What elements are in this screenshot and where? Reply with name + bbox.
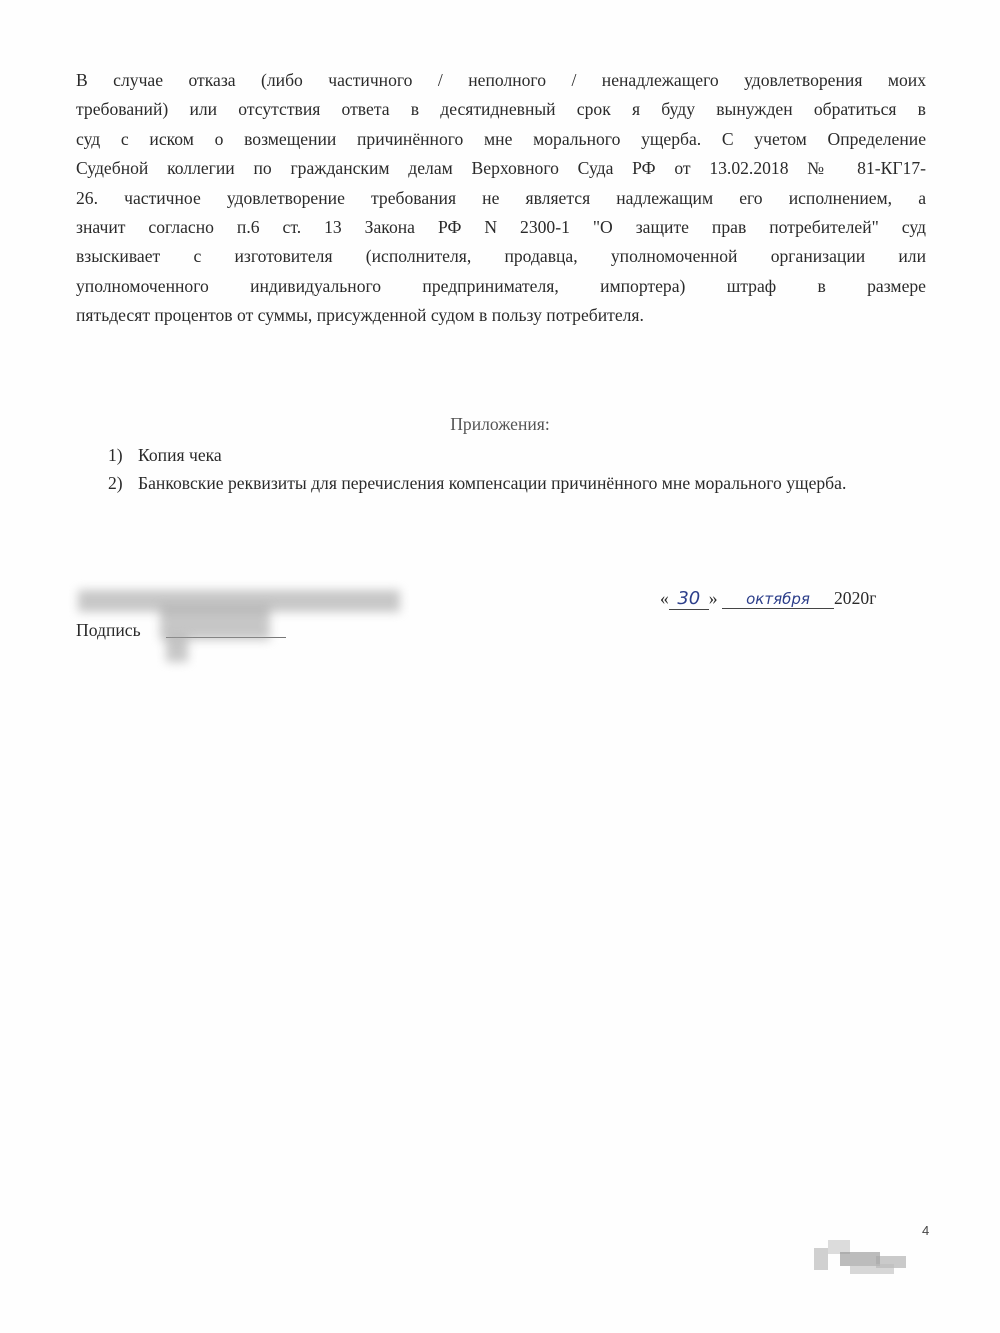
attachment-text: Копия чека [138, 445, 222, 465]
paragraph-line: взыскивает с изготовителя (исполнителя, продавца, уполномоченной организации или [76, 246, 926, 267]
attachment-number: 1) [108, 445, 123, 465]
paragraph-line: суд с иском о возмещении причинённого мне морального ущерба. С учетом Определение [76, 128, 926, 149]
redacted-signature [160, 606, 270, 640]
paragraph-line: уполномоченного индивидуального предпринимателя, импортера) штраф в размере [76, 275, 926, 296]
paragraph-line: требований) или отсутствия ответа в десятидневный срок я буду вынужден обратиться в [76, 99, 926, 120]
page-number: 4 [922, 1223, 930, 1238]
claim-paragraph [76, 66, 926, 331]
paragraph-line: Судебной коллегии по гражданским делам Верховного Суда РФ от 13.02.2018 № 81-КГ17- [76, 158, 926, 179]
attachments-title: Приложения: [450, 414, 550, 434]
redacted-signature-tail [166, 636, 188, 662]
date-month: октября [722, 590, 834, 609]
attachments-list [108, 441, 868, 497]
attachment-number: 2) [108, 473, 123, 493]
date-close-quote: » [708, 588, 718, 608]
paragraph-line: пятьдесят процентов от суммы, присужденной судом в пользу потребителя. [76, 305, 644, 326]
date-open-quote: « [660, 588, 669, 608]
date-day: 30 [669, 588, 709, 610]
redacted-stamp [810, 1234, 914, 1278]
attachment-item [108, 441, 868, 469]
date-year: 2020г [834, 588, 877, 608]
paragraph-line: 26. частичное удовлетворение требования не является надлежащим его исполнением, а [76, 187, 926, 208]
attachment-item [108, 469, 868, 497]
paragraph-line: значит согласно п.6 ст. 13 Закона РФ N 2300-1 "О защите прав потребителей" суд [76, 216, 926, 237]
date-block [660, 588, 876, 610]
signature-label: Подпись [76, 620, 141, 640]
paragraph-line: В случае отказа (либо частичного / неполного / ненадлежащего удовлетворения моих [76, 70, 926, 90]
attachment-text: Банковские реквизиты для перечисления компенсации причинённого мне морального ущерба. [138, 473, 847, 493]
